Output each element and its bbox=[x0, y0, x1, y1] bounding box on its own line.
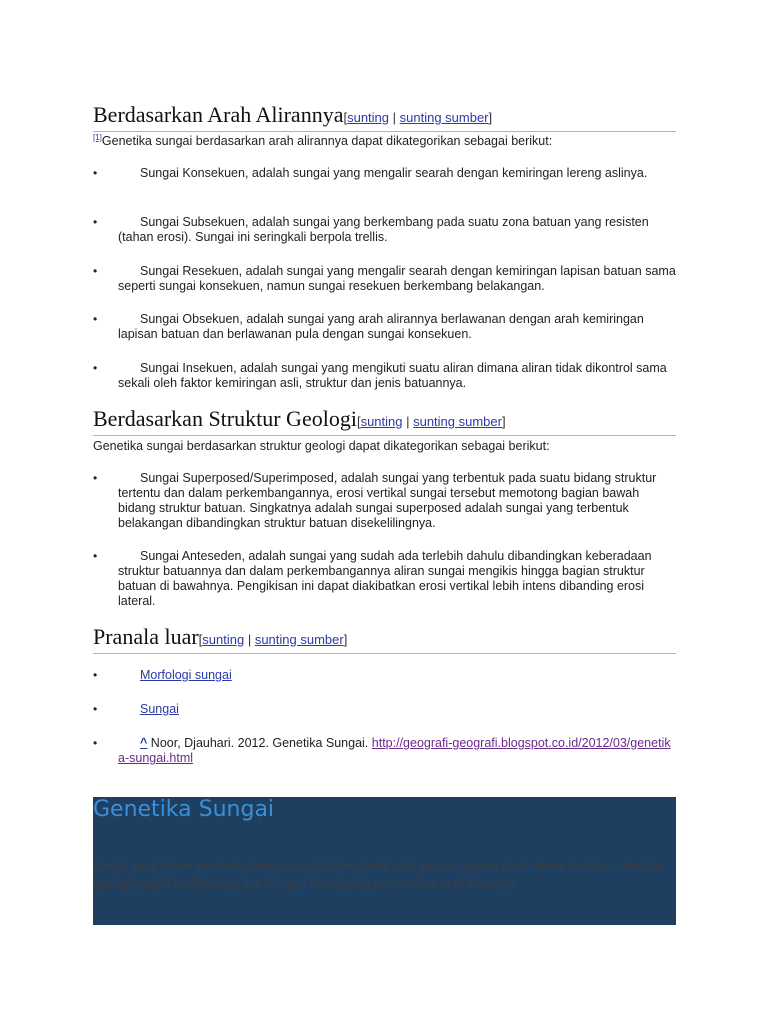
list-item bbox=[93, 668, 676, 683]
list-item: • Sungai Resekuen, adalah sungai yang mengalir searah dengan kemiringan lapisan batuan sama seperti sungai konsekuen, namun sungai resekuen berkembang belakangan. bbox=[93, 264, 676, 293]
bullet-icon: • bbox=[93, 264, 98, 278]
edit-source-link[interactable]: sunting sumber bbox=[413, 414, 502, 429]
banner bbox=[93, 797, 676, 925]
list-item: • ^ Noor, Djauhari. 2012. Genetika Sungai. http://geografi-geografi.blogspot.co.id/2012/03/genetika-sungai.html bbox=[93, 736, 671, 765]
list-item: • Sungai Anteseden, adalah sungai yang sudah ada terlebih dahulu dibandingkan keberadaan struktur batuannya dan dalam perkembangannya aliran sungai mengikis hingga bagian struktur batuan di bawahnya. Pengikisan ini dapat diakibatkan erosi vertikal lebih intens dibanding erosi lateral. bbox=[93, 549, 652, 608]
section-intro: [1]Genetika sungai berdasarkan arah alirannya dapat dikategorikan sebagai berikut: bbox=[93, 133, 553, 148]
section-title: Pranala luar bbox=[93, 624, 199, 649]
banner-text: Sungai yang dalam pembentukannya, sangat dipengaruhi oleh proses – proses diastrofisme struktur – struktur geologi yang dihasilkannya, dan lereng – lereng yang menentukan arah alirannya. bbox=[93, 858, 663, 890]
list-item: • Sungai Superposed/Superimposed, adalah sungai yang terbentuk pada suatu bidang struktur tertentu dan dalam perkembangannya, erosi vertikal sungai tersebut memotong bagian bawah bidang struktur batuan. Singkatnya adalah sungai superposed adalah sungai yang terbentuk belakangan dibandingkan struktur batuan disekelilingnya. bbox=[93, 471, 657, 530]
bullet-icon: • bbox=[93, 215, 98, 229]
list-item: • Sungai Subsekuen, adalah sungai yang berkembang pada suatu zona batuan yang resisten (tahan erosi). Sungai ini seringkali berpola trellis. bbox=[93, 215, 649, 244]
list-item: • Sungai Insekuen, adalah sungai yang mengikuti suatu aliran dimana aliran tidak dikontrol sama sekali oleh faktor kemiringan asli, struktur dan jenis batuannya. bbox=[93, 361, 667, 390]
reference-mark[interactable]: [1] bbox=[93, 133, 102, 142]
bullet-icon: • bbox=[93, 736, 98, 750]
edit-link[interactable]: sunting bbox=[347, 110, 390, 125]
list-item: • Sungai Obsekuen, adalah sungai yang arah alirannya berlawanan dengan arah kemiringan lapisan batuan dan berlawanan pula dengan sungai konsekuen. bbox=[93, 312, 644, 341]
bullet-icon: • bbox=[93, 668, 98, 682]
bullet-icon: • bbox=[93, 471, 98, 485]
section-heading-struktur-geologi bbox=[93, 407, 676, 436]
section-intro: Genetika sungai berdasarkan struktur geologi dapat dikategorikan sebagai berikut: bbox=[93, 439, 550, 453]
edit-source-link[interactable]: sunting sumber bbox=[399, 110, 489, 125]
section-heading-arah-alirannya bbox=[93, 103, 676, 132]
bullet-icon: • bbox=[93, 361, 98, 375]
reference-url-link[interactable]: http://geografi-geografi.blogspot.co.id/2012/03/genetika-sungai.html bbox=[118, 736, 671, 765]
bullet-icon: • bbox=[93, 166, 98, 180]
bullet-icon: • bbox=[93, 312, 98, 326]
bullet-icon: • bbox=[93, 549, 98, 563]
section-title: Berdasarkan Arah Alirannya bbox=[93, 102, 344, 127]
edit-links: [sunting | sunting sumber] bbox=[343, 110, 493, 125]
section-title: Berdasarkan Struktur Geologi bbox=[93, 406, 357, 431]
external-link-morfologi-sungai[interactable]: Morfologi sungai bbox=[140, 668, 232, 682]
bullet-icon: • bbox=[93, 702, 98, 716]
external-link-sungai[interactable]: Sungai bbox=[140, 702, 179, 716]
banner-title: Genetika Sungai bbox=[93, 797, 275, 822]
edit-source-link[interactable]: sunting sumber bbox=[254, 632, 344, 647]
edit-links: [sunting | sunting sumber] bbox=[198, 632, 348, 647]
backlink-caret[interactable]: ^ bbox=[140, 736, 148, 750]
list-item bbox=[93, 702, 676, 717]
edit-links: [sunting | sunting sumber] bbox=[356, 414, 506, 429]
edit-link[interactable]: sunting bbox=[360, 414, 403, 429]
edit-link[interactable]: sunting bbox=[202, 632, 245, 647]
list-item: • Sungai Konsekuen, adalah sungai yang mengalir searah dengan kemiringan lereng aslinya. bbox=[93, 166, 648, 180]
section-heading-pranala-luar bbox=[93, 625, 676, 654]
